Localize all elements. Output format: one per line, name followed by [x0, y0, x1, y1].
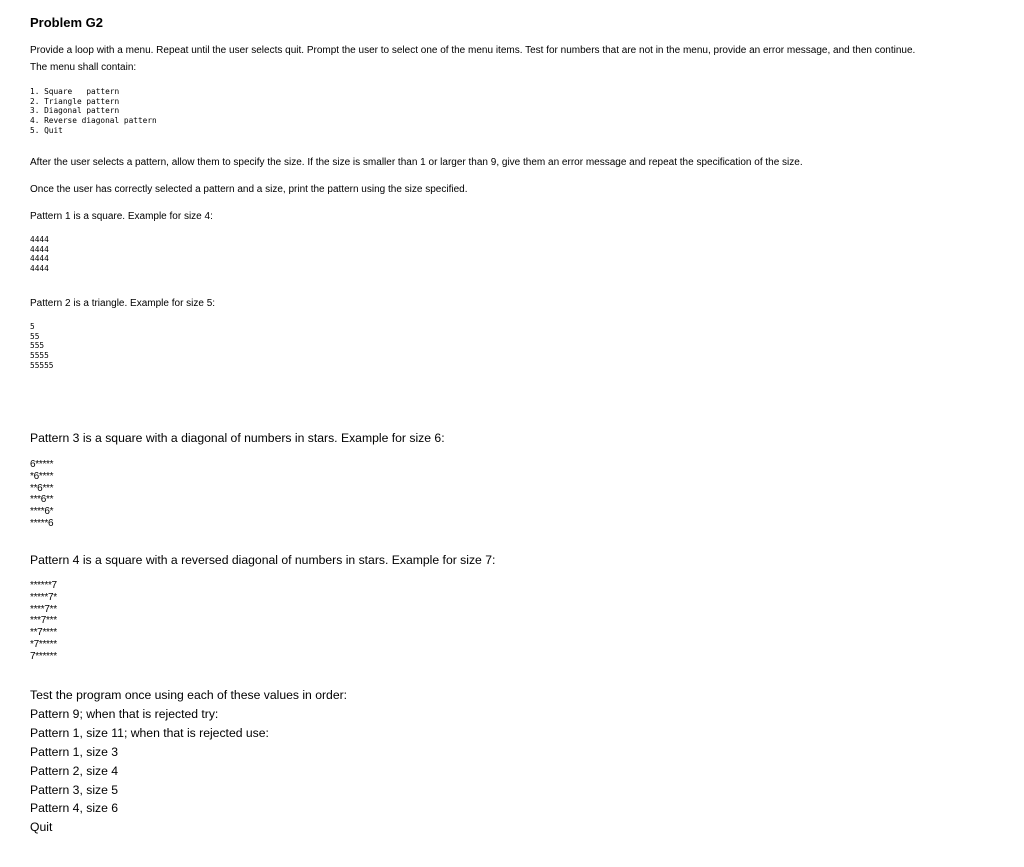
- test-line: Pattern 2, size 4: [30, 763, 119, 778]
- page-title: Problem G2: [30, 15, 103, 30]
- size-instructions: After the user selects a pattern, allow them to specify the size. If the size is smaller than 1 or larger than 9, give them an error message and repeat the specification of the size.: [30, 157, 803, 168]
- intro-line-1: Provide a loop with a menu. Repeat until the user selects quit. Prompt the user to select one of the menu items. Test for numbers that are not in the menu, provide an error message, and then continue.: [30, 45, 916, 56]
- menu-code-block: 1. Square pattern 2. Triangle pattern 3. Diagonal pattern 4. Reverse diagonal pattern 5. Quit: [30, 87, 157, 135]
- pattern1-example: 4444 4444 4444 4444: [30, 235, 49, 274]
- print-instructions: Once the user has correctly selected a pattern and a size, print the pattern using the size specified.: [30, 184, 468, 195]
- test-line: Test the program once using each of these values in order:: [30, 688, 348, 702]
- pattern4-example: ******7 *****7* ****7** ***7*** **7**** *7***** 7******: [30, 580, 57, 662]
- pattern1-description: Pattern 1 is a square. Example for size 4:: [30, 211, 213, 222]
- pattern2-description: Pattern 2 is a triangle. Example for size 5:: [30, 298, 216, 309]
- test-line: Pattern 4, size 6: [30, 801, 119, 816]
- pattern3-description: Pattern 3 is a square with a diagonal of numbers in stars. Example for size 6:: [30, 431, 445, 445]
- test-line: Pattern 1, size 11; when that is rejected use:: [30, 725, 269, 740]
- pattern2-example: 5 55 555 5555 55555: [30, 322, 54, 370]
- pattern3-example: 6***** *6**** **6*** ***6** ****6* *****6: [30, 459, 54, 529]
- test-line: Quit: [30, 820, 53, 835]
- pattern4-description: Pattern 4 is a square with a reversed diagonal of numbers in stars. Example for size 7:: [30, 553, 496, 567]
- test-line: Pattern 1, size 3: [30, 744, 119, 759]
- intro-line-2: The menu shall contain:: [30, 62, 137, 73]
- test-line: Pattern 3, size 5: [30, 782, 119, 797]
- test-line: Pattern 9; when that is rejected try:: [30, 706, 219, 721]
- test-instructions: [30, 686, 347, 837]
